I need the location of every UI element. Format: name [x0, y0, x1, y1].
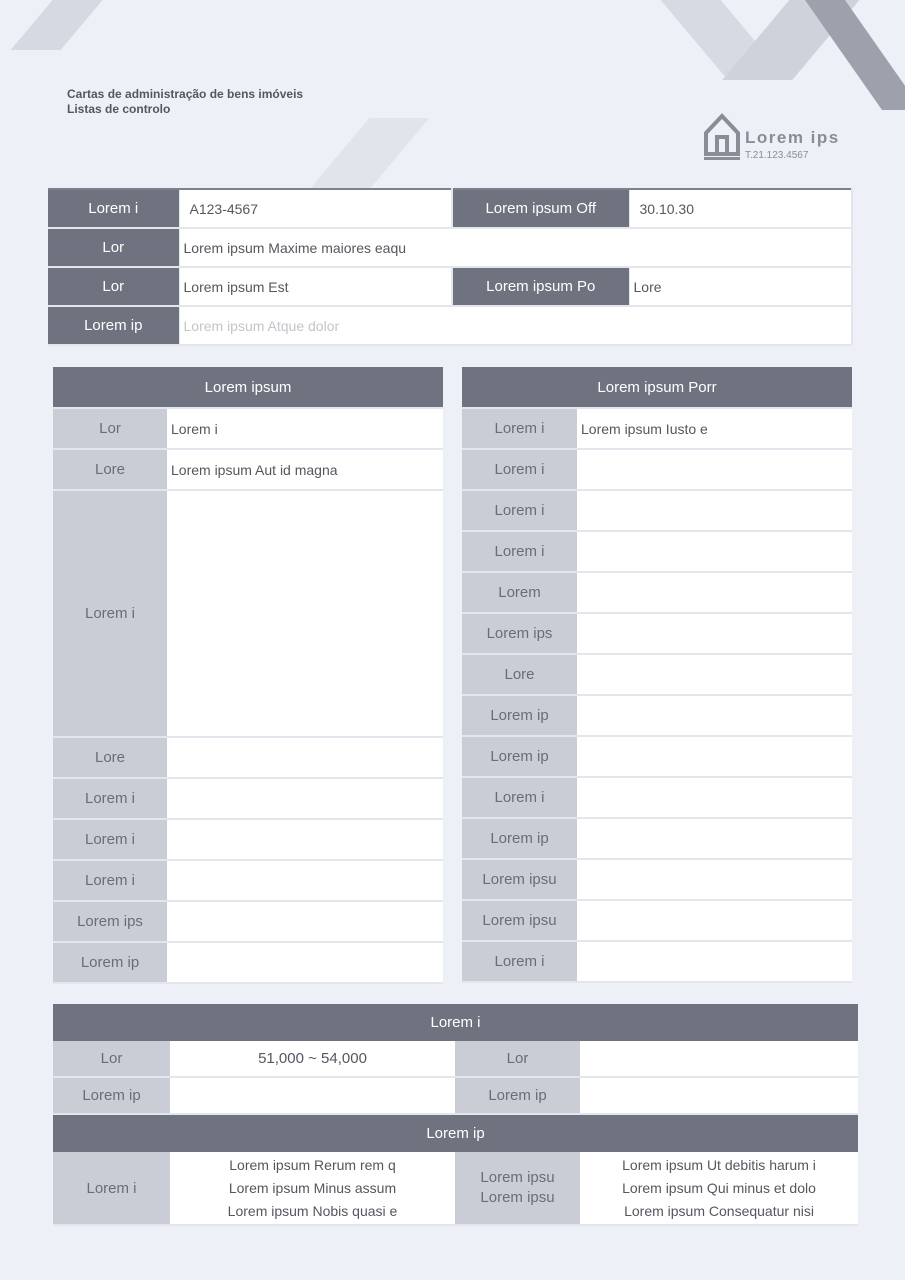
row-label: Lorem i	[462, 408, 577, 449]
row-value[interactable]	[577, 490, 852, 531]
row-value-list[interactable]	[580, 1152, 858, 1225]
row-value[interactable]	[577, 654, 852, 695]
field-placeholder[interactable]: Lorem ipsum Atque dolor	[179, 306, 852, 345]
row-value[interactable]	[577, 941, 852, 982]
row-label: Lorem ipsu	[462, 859, 577, 900]
table-row	[48, 189, 852, 228]
table-row	[48, 228, 852, 267]
field-label: Lorem ipsum Po	[452, 267, 629, 306]
row-value[interactable]	[167, 860, 443, 901]
label-line: Lorem ipsu	[480, 1169, 555, 1186]
row-value[interactable]	[170, 1077, 455, 1114]
property-info-table	[48, 188, 853, 346]
row-value[interactable]	[167, 778, 443, 819]
field-label: Lor	[48, 228, 179, 267]
title-line-2: Listas de controlo	[67, 102, 171, 116]
title-line-1: Cartas de administração de bens imóveis	[67, 87, 304, 101]
row-value[interactable]	[167, 901, 443, 942]
row-value[interactable]	[580, 1041, 858, 1077]
row-value[interactable]: Lorem i	[167, 408, 443, 449]
field-label: Lorem ip	[48, 306, 179, 345]
list-item: Lorem ipsum Consequatur nisi	[624, 1202, 814, 1219]
field-value[interactable]: Lore	[629, 267, 852, 306]
row-value[interactable]	[577, 572, 852, 613]
field-value[interactable]: Lorem ipsum Maxime maiores eaqu	[179, 228, 852, 267]
row-label	[455, 1152, 580, 1225]
row-label: Lor	[53, 1041, 170, 1077]
row-label: Lorem i	[53, 819, 167, 860]
row-label: Lorem i	[462, 777, 577, 818]
left-checklist-table	[53, 367, 443, 984]
row-label: Lorem i	[462, 941, 577, 982]
list-item: Lorem ipsum Rerum rem q	[229, 1156, 396, 1173]
decor-shape	[311, 118, 430, 188]
document-title	[67, 87, 303, 117]
field-value[interactable]: Lorem ipsum Est	[179, 267, 452, 306]
row-label: Lore	[53, 737, 167, 778]
list-item: Lorem ipsum Ut debitis harum i	[622, 1156, 816, 1173]
row-label: Lorem i	[462, 490, 577, 531]
row-value[interactable]	[167, 819, 443, 860]
row-label: Lore	[462, 654, 577, 695]
field-label: Lor	[48, 267, 179, 306]
section-title: Lorem ip	[53, 1114, 858, 1152]
row-label: Lorem ipsu	[462, 900, 577, 941]
row-value[interactable]: Lorem ipsum Iusto e	[577, 408, 852, 449]
row-label: Lorem i	[462, 449, 577, 490]
label-line: Lorem ipsu	[480, 1189, 555, 1206]
row-label: Lorem ips	[53, 901, 167, 942]
row-value[interactable]	[167, 737, 443, 778]
field-label: Lorem ipsum Off	[452, 189, 629, 228]
row-value[interactable]	[577, 736, 852, 777]
decor-shape	[11, 0, 120, 50]
row-label: Lorem ip	[53, 1077, 170, 1114]
row-value[interactable]	[577, 900, 852, 941]
summary-table	[53, 1004, 858, 1226]
row-label: Lorem ip	[53, 942, 167, 983]
row-label: Lore	[53, 449, 167, 490]
logo-phone: T.21.123.4567	[745, 150, 809, 161]
row-label: Lorem	[462, 572, 577, 613]
row-value[interactable]	[577, 449, 852, 490]
row-value[interactable]	[167, 490, 443, 737]
row-value[interactable]	[577, 613, 852, 654]
logo-name: Lorem ips	[745, 128, 840, 147]
row-value[interactable]	[577, 695, 852, 736]
house-icon	[703, 110, 741, 162]
list-item: Lorem ipsum Minus assum	[228, 1179, 397, 1196]
row-label: Lorem ip	[462, 736, 577, 777]
row-label: Lorem i	[462, 531, 577, 572]
row-label: Lor	[53, 408, 167, 449]
row-label: Lorem i	[53, 778, 167, 819]
price-range-value[interactable]: 51,000 ~ 54,000	[170, 1041, 455, 1077]
row-label: Lorem ip	[455, 1077, 580, 1114]
row-value[interactable]	[577, 818, 852, 859]
company-logo	[703, 110, 853, 165]
row-label: Lorem ip	[462, 818, 577, 859]
row-label: Lor	[455, 1041, 580, 1077]
row-value[interactable]: Lorem ipsum Aut id magna	[167, 449, 443, 490]
list-item: Lorem ipsum Qui minus et dolo	[622, 1179, 816, 1196]
right-checklist-table	[462, 367, 852, 983]
field-value[interactable]: 30.10.30	[629, 189, 852, 228]
row-value[interactable]	[167, 942, 443, 983]
field-label: Lorem i	[48, 189, 179, 228]
list-item: Lorem ipsum Nobis quasi e	[227, 1202, 398, 1219]
row-label: Lorem i	[53, 490, 167, 737]
row-label: Lorem ip	[462, 695, 577, 736]
field-value[interactable]: A123-4567	[179, 189, 452, 228]
row-value[interactable]	[580, 1077, 858, 1114]
table-row	[48, 306, 852, 345]
section-title: Lorem i	[53, 1004, 858, 1041]
row-value[interactable]	[577, 531, 852, 572]
table-row	[48, 267, 852, 306]
row-value-list[interactable]	[170, 1152, 455, 1225]
row-value[interactable]	[577, 859, 852, 900]
row-label: Lorem i	[53, 860, 167, 901]
row-value[interactable]	[577, 777, 852, 818]
row-label: Lorem i	[53, 1152, 170, 1225]
row-label: Lorem ips	[462, 613, 577, 654]
section-title: Lorem ipsum Porr	[462, 367, 852, 408]
section-title: Lorem ipsum	[53, 367, 443, 408]
